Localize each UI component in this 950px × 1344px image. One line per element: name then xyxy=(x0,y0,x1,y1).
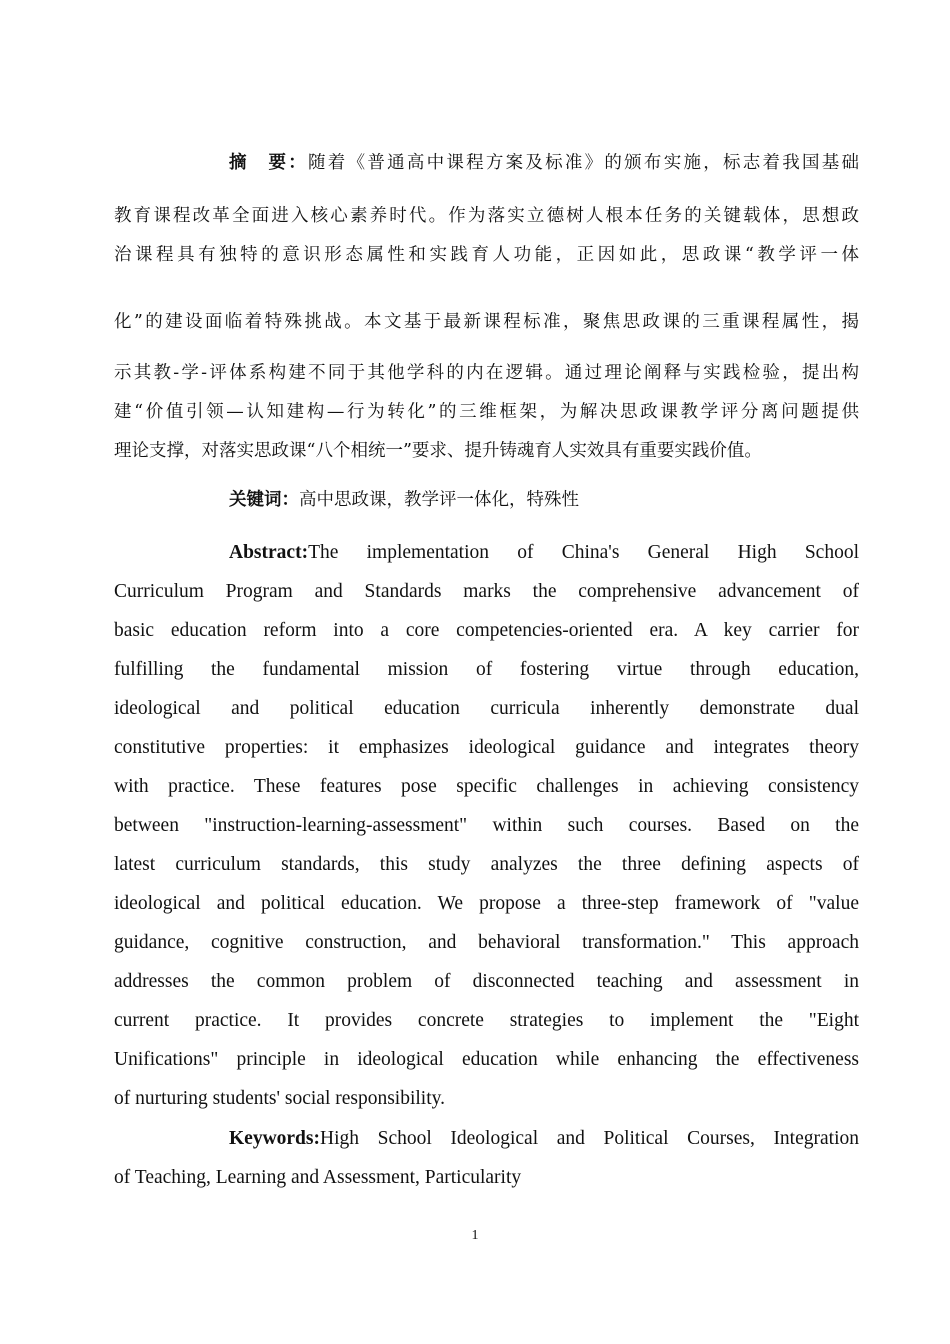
cn-abstract-line-3: 治课程具有独特的意识形态属性和实践育人功能，正因如此，思政课“教学评一体 xyxy=(114,245,859,265)
en-abstract-line-12: addresses the common problem of disconnected teaching and assessment in xyxy=(114,971,859,992)
cn-abstract-label: 摘 要： xyxy=(229,153,309,173)
en-abstract-line-7: with practice. These features pose specific challenges in achieving consistency xyxy=(114,776,859,797)
en-keywords-line-2: of Teaching, Learning and Assessment, Particularity xyxy=(114,1167,522,1188)
en-abstract-line-8: between "instruction-learning-assessment" within such courses. Based on the xyxy=(114,815,859,836)
cn-keywords xyxy=(229,490,859,510)
cn-abstract-line-4: 化”的建设面临着特殊挑战。本文基于最新课程标准，聚焦思政课的三重课程属性，揭 xyxy=(114,312,859,332)
en-abstract-line-1: Abstract:The implementation of China's General High School xyxy=(229,542,859,563)
en-abstract-line-4: fulfilling the fundamental mission of fostering virtue through education, xyxy=(114,659,859,680)
en-abstract-line-14: Unifications" principle in ideological education while enhancing the effectiveness xyxy=(114,1049,859,1070)
en-abstract-line-13: current practice. It provides concrete strategies to implement the "Eight xyxy=(114,1010,859,1031)
en-abstract-line-6: constitutive properties: it emphasizes ideological guidance and integrates theory xyxy=(114,737,859,758)
cn-abstract-line-2: 教育课程改革全面进入核心素养时代。作为落实立德树人根本任务的关键载体，思想政 xyxy=(114,206,859,226)
en-abstract-line-5: ideological and political education curricula inherently demonstrate dual xyxy=(114,698,859,719)
en-abstract-line-3: basic education reform into a core competencies-oriented era. A key carrier for xyxy=(114,620,859,641)
cn-abstract-line-6: 建“价值引领—认知建构—行为转化”的三维框架，为解决思政课教学评分离问题提供 xyxy=(114,402,859,422)
cn-abstract-line-1: 摘 要：随着《普通高中课程方案及标准》的颁布实施，标志着我国基础 xyxy=(229,153,860,173)
en-abstract-line-2: Curriculum Program and Standards marks the comprehensive advancement of xyxy=(114,581,859,602)
cn-keywords-text: 高中思政课，教学评一体化，特殊性 xyxy=(299,490,579,510)
en-abstract-line-11: guidance, cognitive construction, and behavioral transformation." This approach xyxy=(114,932,859,953)
en-abstract-line-9: latest curriculum standards, this study analyzes the three defining aspects of xyxy=(114,854,859,875)
cn-abstract-line-7: 理论支撑，对落实思政课“八个相统一”要求、提升铸魂育人实效具有重要实践价值。 xyxy=(114,441,762,461)
cn-abstract-line-5: 示其教-学-评体系构建不同于其他学科的内在逻辑。通过理论阐释与实践检验，提出构 xyxy=(114,363,859,383)
en-abstract-line-10: ideological and political education. We propose a three-step framework of "value xyxy=(114,893,859,914)
page-number: 1 xyxy=(471,1228,479,1243)
en-abstract-label: Abstract: xyxy=(229,542,309,563)
en-keywords-line-1: Keywords:High School Ideological and Political Courses, Integration xyxy=(229,1128,859,1149)
en-abstract-line-15: of nurturing students' social responsibility. xyxy=(114,1088,446,1109)
en-keywords-label: Keywords: xyxy=(229,1128,320,1149)
cn-keywords-label: 关键词： xyxy=(229,490,299,510)
